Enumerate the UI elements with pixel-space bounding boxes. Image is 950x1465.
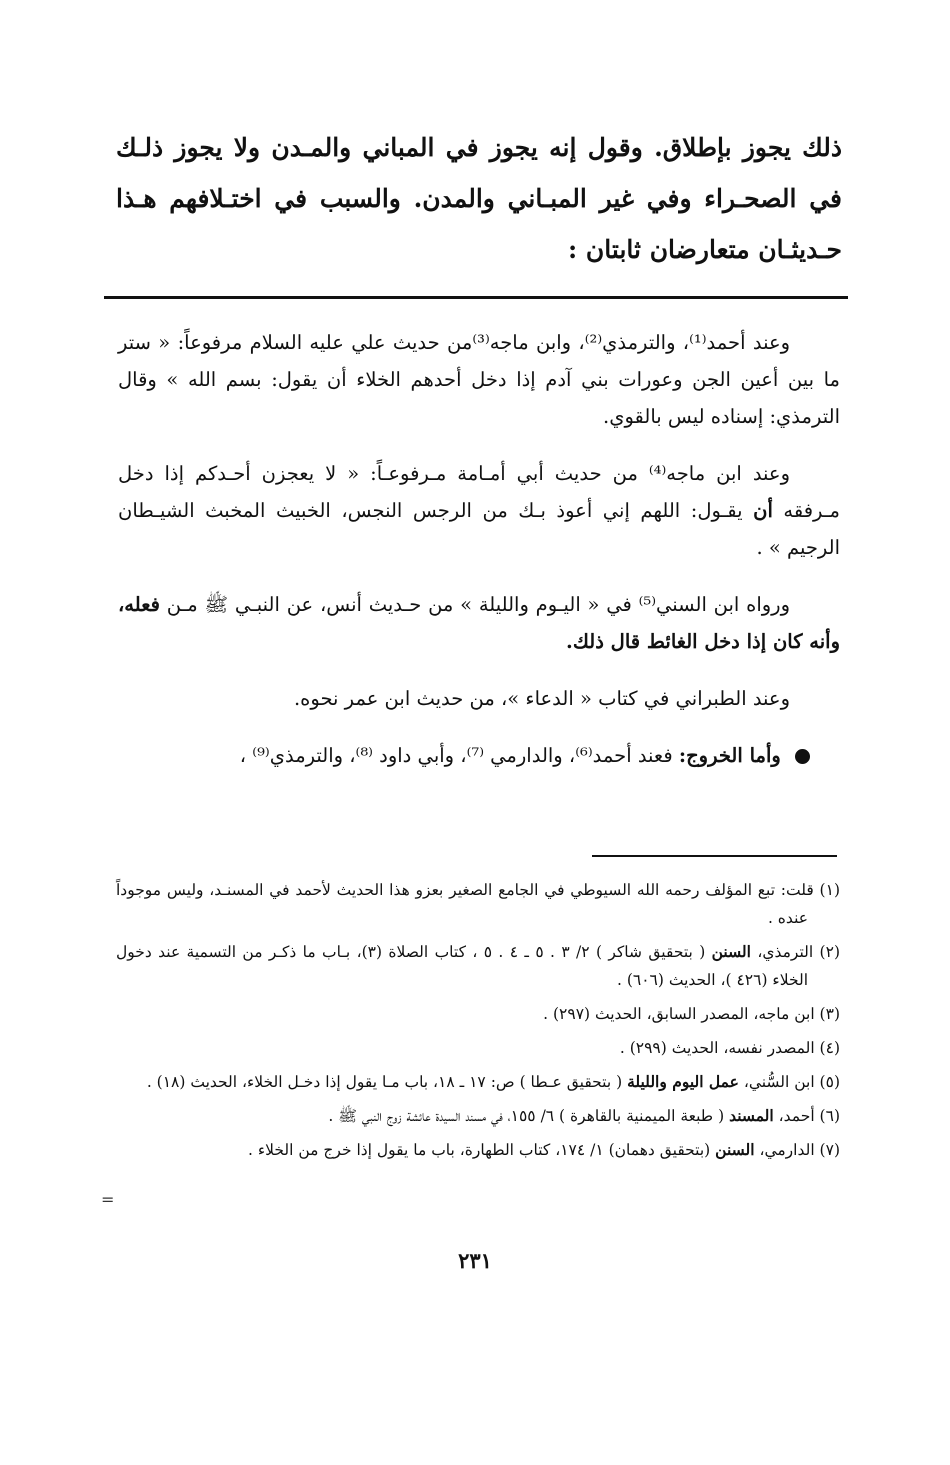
paragraph-1: وعند أحمد⁽¹⁾، والترمذي⁽²⁾، وابن ماجه⁽³⁾من حديث علي عليه السلام مرفوعاً: « ستر ما بين أعين الجن وعورات بني آدم إذا دخل أحدهم الخلاء أن يقول: بسم الله » وقال الترمذي: إسناده ليس بالقوي.	[118, 331, 840, 428]
footnote-6-title: المسند	[729, 1106, 774, 1125]
footnote-5	[116, 1068, 840, 1096]
paragraph-2-end: يقـول: اللهم إني أعوذ بـك من الرجس النجس، الخبيث المخبث الشيـطان الرجيم » .	[118, 499, 840, 559]
paragraph-2	[118, 455, 840, 566]
bullet-icon	[795, 749, 810, 764]
paragraph-2-bold: أن	[753, 499, 773, 522]
footnote-divider	[592, 855, 837, 857]
footnote-7	[116, 1136, 840, 1164]
footnotes	[116, 876, 840, 1170]
footnote-7-rest: (بتحقيق دهمان) ١/ ١٧٤، كتاب الطهارة، باب ما يقول إذا خرج من الخلاء .	[248, 1141, 711, 1159]
continuation-mark: =	[101, 1190, 115, 1209]
footnote-7-title: السنن	[715, 1140, 755, 1159]
footnote-2	[116, 938, 840, 994]
paragraph-3	[118, 586, 840, 660]
footnote-2-rest: ( بتحقيق شاكر ) ٢/ ٣ . ٥ ـ ٤ . ٥ ، كتاب الصلاة (٣)، بـاب ما ذكـر من التسمية عند دخول الخلاء (٤٢٦ )، الحديث (٦٠٦) .	[116, 943, 808, 989]
footnote-2-title: السنن	[711, 942, 751, 961]
section-divider	[104, 296, 848, 299]
lead-paragraph	[116, 122, 842, 275]
footnote-3: (٣) ابن ماجه، المصدر السابق، الحديث (٢٩٧) .	[543, 1005, 840, 1023]
paragraph-5	[118, 737, 840, 774]
footnote-6-rest: ( طبعة الميمنية بالقاهرة ) ٦/ ١٥٥، في مسند السيدة عائشة زوج النبي ﷺ .	[328, 1107, 725, 1125]
footnote-5-lead: (٥) ابن السُّني،	[743, 1073, 840, 1091]
footnote-4: (٤) المصدر نفسه، الحديث (٢٩٩) .	[619, 1039, 840, 1057]
footnote-7-lead: (٧) الدارمي،	[759, 1141, 840, 1159]
paragraph-5-rest: فعند أحمد⁽⁶⁾، والدارمي ⁽⁷⁾، وأبي داود ⁽⁸⁾، والترمذي⁽⁹⁾ ،	[239, 744, 673, 767]
footnote-6	[116, 1102, 840, 1130]
paragraph-5-heading: وأما الخروج:	[678, 744, 781, 767]
paragraph-2-start: وعند ابن ماجه⁽⁴⁾ من حديث أبي أمـامة مـرفوعـاً: « لا يعجزن أحـدكم إذا دخل مـرفقه	[118, 462, 840, 522]
footnote-5-title: عمل اليوم والليلة	[627, 1072, 739, 1091]
paragraph-3-bold: فعله، وأنه كان إذا دخل الغائط قال ذلك.	[118, 593, 840, 653]
footnote-5-rest: ( بتحقيق عـطا ) ص: ١٧ ـ ١٨، باب مـا يقول إذا دخـل الخلاء، الحديث (١٨) .	[146, 1073, 623, 1091]
page-number: ٢٣١	[458, 1248, 492, 1273]
footnote-1: (١) قلت: تبع المؤلف رحمه الله السيوطي في الجامع الصغير بعزو هذا الحديث لأحمد في المسنـد، وليس موجوداً عنده .	[116, 881, 840, 927]
lead-text: ذلك يجوز بإطلاق. وقول إنه يجوز في المباني والمـدن ولا يجوز ذلـك في الصحـراء وفي غير المبـاني والمدن. والسبب في اختـلافهم هـذا حـديثـان متعارضان ثابتان :	[116, 133, 842, 264]
footnote-6-lead: (٦) أحمد،	[778, 1107, 840, 1125]
footnote-2-lead: (٢) الترمذي،	[757, 943, 840, 961]
paragraph-3-start: ورواه ابن السني⁽⁵⁾ في « اليـوم والليلة » من حـديث أنس، عن النبـي ﷺ مـن	[166, 593, 791, 616]
main-text	[118, 324, 840, 794]
paragraph-4: وعند الطبراني في كتاب « الدعاء »، من حديث ابن عمر نحوه.	[293, 687, 790, 710]
